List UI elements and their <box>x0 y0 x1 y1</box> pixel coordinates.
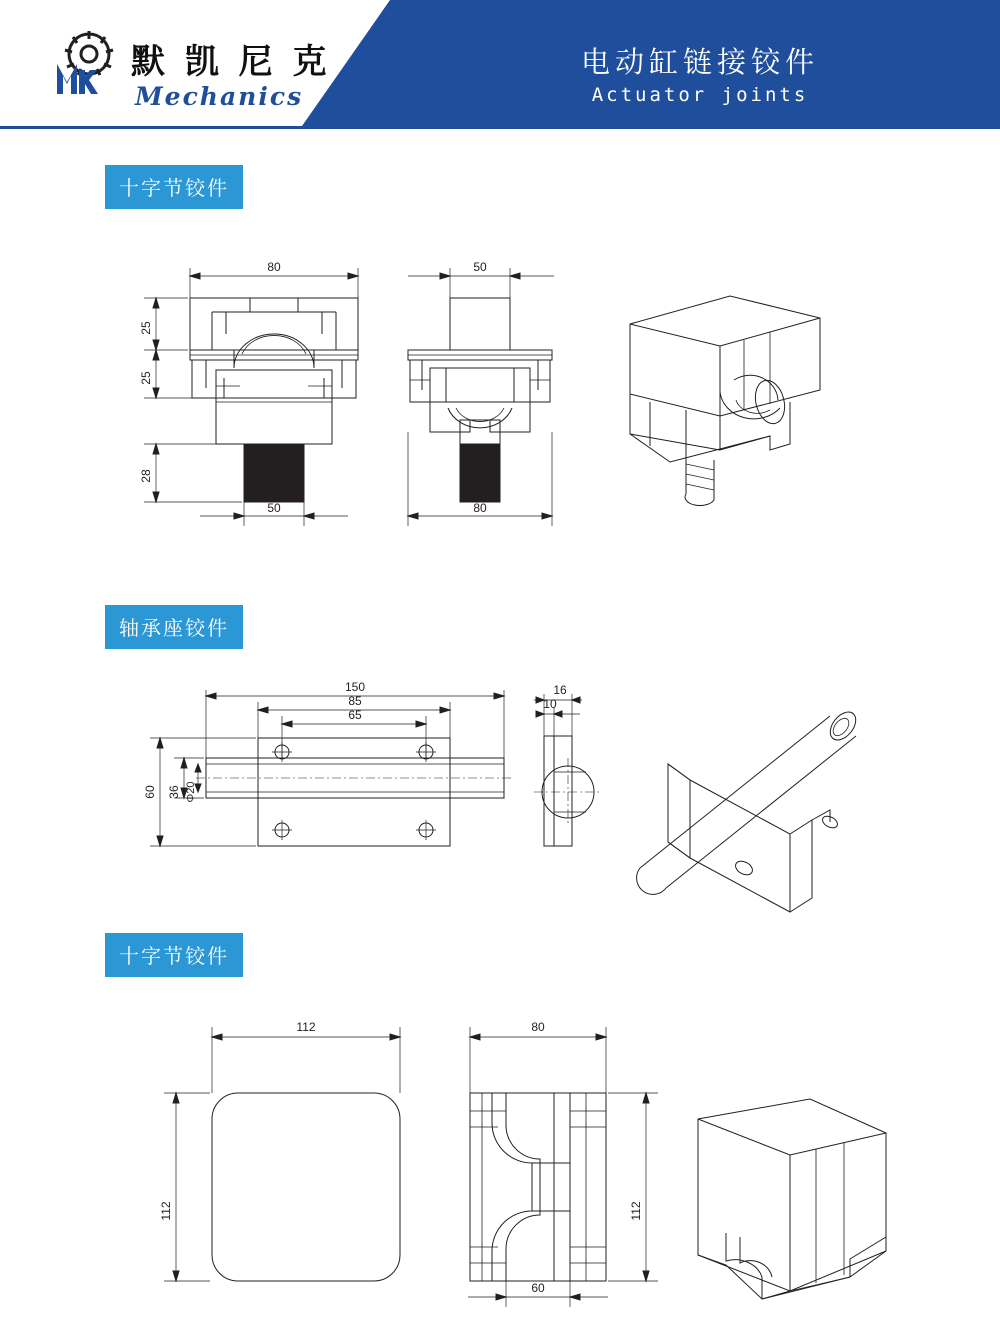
svg-text:65: 65 <box>348 708 362 722</box>
logo-english-name: Mechanics <box>135 82 304 111</box>
side-view-cross-joint-bottom <box>468 1020 658 1307</box>
side-view-cross-joint-top <box>408 260 554 526</box>
header-divider <box>0 126 1000 129</box>
page-subtitle: Actuator joints <box>591 84 809 106</box>
figure-bearing-seat-joint <box>130 672 890 912</box>
brand-logo <box>55 28 355 111</box>
isometric-view-bearing-seat <box>637 707 861 912</box>
svg-text:60: 60 <box>143 785 157 799</box>
svg-text:112: 112 <box>159 1201 173 1221</box>
front-view-bearing-seat <box>143 680 514 846</box>
figure-cross-joint-bottom <box>150 1015 930 1315</box>
svg-text:50: 50 <box>473 260 487 274</box>
svg-text:112: 112 <box>629 1201 643 1221</box>
svg-text:85: 85 <box>348 694 362 708</box>
page-header <box>0 0 1000 128</box>
svg-text:112: 112 <box>296 1020 316 1034</box>
section-label-cross-joint-top: 十字节铰件 <box>105 165 243 209</box>
svg-text:25: 25 <box>139 371 153 385</box>
svg-text:16: 16 <box>553 683 567 697</box>
section-label-cross-joint-bottom: 十字节铰件 <box>105 933 243 977</box>
svg-text:80: 80 <box>267 260 281 274</box>
page-title: 电动缸链接铰件 <box>580 45 819 79</box>
svg-text:80: 80 <box>531 1020 545 1034</box>
isometric-view-cross-joint-bottom <box>698 1099 886 1299</box>
svg-text:60: 60 <box>531 1281 545 1295</box>
front-view-cross-joint-bottom <box>159 1020 400 1281</box>
svg-text:28: 28 <box>139 469 153 483</box>
svg-text:50: 50 <box>267 501 281 515</box>
svg-text:25: 25 <box>139 321 153 335</box>
side-view-bearing-seat <box>534 683 602 846</box>
svg-text:36: 36 <box>167 785 181 799</box>
svg-text:150: 150 <box>344 680 366 694</box>
section-label-bearing-seat: 轴承座铰件 <box>105 605 243 649</box>
svg-text:Φ20: Φ20 <box>185 781 197 803</box>
svg-text:80: 80 <box>473 501 487 515</box>
front-view-cross-joint-top <box>139 260 358 526</box>
gear-logo-icon <box>55 30 121 96</box>
figure-cross-joint-top <box>130 250 870 540</box>
logo-chinese-name: 默 凯 尼 克 <box>131 42 331 82</box>
isometric-view-cross-joint-top <box>630 296 820 506</box>
svg-text:10: 10 <box>543 697 557 711</box>
